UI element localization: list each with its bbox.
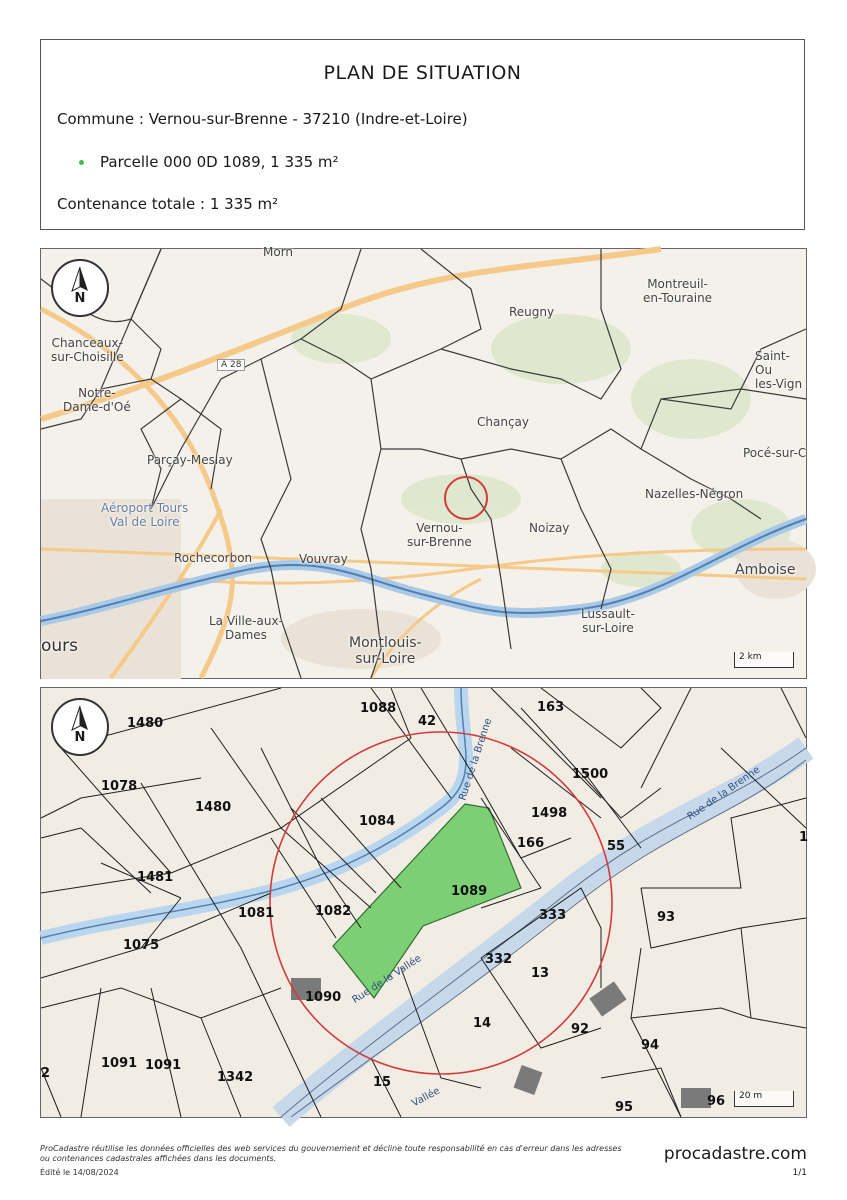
header-box xyxy=(40,39,805,230)
place-label: Lussault- sur-Loire xyxy=(581,607,635,635)
parcel-number: 332 xyxy=(485,952,513,967)
street-label: Rue de la Brenne xyxy=(685,764,763,823)
place-label: Vouvray xyxy=(299,552,348,566)
north-arrow-icon xyxy=(53,700,107,754)
parcel-number: 163 xyxy=(537,700,565,715)
page-number: 1/1 xyxy=(792,1168,807,1178)
page-title: PLAN DE SITUATION xyxy=(323,62,522,84)
scale-text: 2 km xyxy=(739,652,762,662)
street-label: Vallée xyxy=(410,1085,442,1110)
parcel-number: 1480 xyxy=(127,716,164,731)
parcel-number: 1342 xyxy=(217,1070,254,1085)
parcel-number: 15 xyxy=(373,1075,392,1090)
scale-bar xyxy=(734,1091,794,1107)
place-label: Pocé-sur-C xyxy=(743,446,807,460)
parcel-number: 14 xyxy=(473,1016,492,1031)
place-label: Chanceaux- sur-Choisille xyxy=(51,336,124,364)
parcel-number: 13 xyxy=(531,966,550,981)
parcel-number: 1500 xyxy=(572,767,609,782)
parcel-number: 2 xyxy=(41,1066,51,1081)
commune-line: Commune : Vernou-sur-Brenne - 37210 (Indre-et-Loire) xyxy=(57,110,468,128)
parcel-number: 1481 xyxy=(137,870,174,885)
parcel-number: 1081 xyxy=(238,906,275,921)
place-label: ours xyxy=(41,636,79,656)
north-letter: N xyxy=(74,291,86,306)
place-label: Morn xyxy=(263,245,294,259)
place-label: Noizay xyxy=(529,521,570,535)
cadastre-map[interactable] xyxy=(40,687,807,1118)
place-label: Reugny xyxy=(509,305,555,319)
place-label: Vernou- sur-Brenne xyxy=(407,521,472,549)
total-area-line: Contenance totale : 1 335 m² xyxy=(57,195,279,213)
parcel-number: 1075 xyxy=(123,938,160,953)
parcel-number: 95 xyxy=(615,1100,634,1115)
parcel-number: 1091 xyxy=(145,1058,182,1073)
place-label: Nazelles-Négron xyxy=(645,487,744,501)
cadastre-map-canvas xyxy=(41,688,809,1117)
parcel-number: 166 xyxy=(517,836,545,851)
place-label: Parçay-Meslay xyxy=(147,453,233,467)
street-label: Rue de la Brenne xyxy=(457,717,495,802)
footer-disclaimer: ProCadastre réutilise les données officielles des web services du gouvernement et décline toute responsabilité en cas d'erreur dans les adresses ou contenances cadastrales affichées dans les documents. xyxy=(40,1144,622,1163)
scale-text: 20 m xyxy=(739,1091,763,1101)
forest-patches xyxy=(291,314,791,587)
parcel-number: 1084 xyxy=(359,814,396,829)
parcel-number: 96 xyxy=(707,1094,726,1109)
place-label: Chançay xyxy=(477,415,529,429)
parcel-line xyxy=(79,153,339,171)
overview-map[interactable] xyxy=(40,245,807,679)
parcel-number: 1078 xyxy=(101,779,138,794)
parcel-number: 94 xyxy=(641,1038,660,1053)
parcel-number: 1 xyxy=(799,830,809,845)
north-arrow-icon xyxy=(53,261,107,315)
parcel-number: 1082 xyxy=(315,904,352,919)
motorway-badge: A 28 xyxy=(217,359,245,371)
place-label: Notre- Dame-d'Oé xyxy=(63,386,131,414)
parcel-number[interactable]: 1089 xyxy=(451,884,488,899)
place-label: Amboise xyxy=(735,562,796,578)
parcel-bullet-icon xyxy=(79,160,84,165)
place-label: Rochecorbon xyxy=(174,551,253,565)
place-label: La Ville-aux- Dames xyxy=(209,614,283,642)
street-label: Rue de la Vallée xyxy=(350,953,424,1006)
parcel-number: 1090 xyxy=(305,990,342,1005)
place-label: Aéroport Tours Val de Loire xyxy=(101,501,189,529)
place-label: Montlouis- sur-Loire xyxy=(349,635,422,667)
parcel-number: 1088 xyxy=(360,701,397,716)
parcel-number: 1498 xyxy=(531,806,568,821)
parcel-text: Parcelle 000 0D 1089, 1 335 m² xyxy=(100,153,339,171)
edit-date: Édité le 14/08/2024 xyxy=(40,1168,119,1177)
north-arrow xyxy=(51,259,109,317)
parcel-number: 1091 xyxy=(101,1056,138,1071)
parcel-number: 92 xyxy=(571,1022,590,1037)
place-label: Montreuil- en-Touraine xyxy=(643,277,713,305)
place-label: Saint-Ou les-Vign xyxy=(755,349,803,391)
north-letter: N xyxy=(74,730,86,745)
parcel-number: 42 xyxy=(418,714,437,729)
parcel-number: 1480 xyxy=(195,800,232,815)
parcel-number: 55 xyxy=(607,839,626,854)
brand-link[interactable]: procadastre.com xyxy=(663,1144,807,1164)
scale-bar xyxy=(734,652,794,668)
parcel-number: 333 xyxy=(539,908,567,923)
parcel-number: 93 xyxy=(657,910,676,925)
north-arrow xyxy=(51,698,109,756)
